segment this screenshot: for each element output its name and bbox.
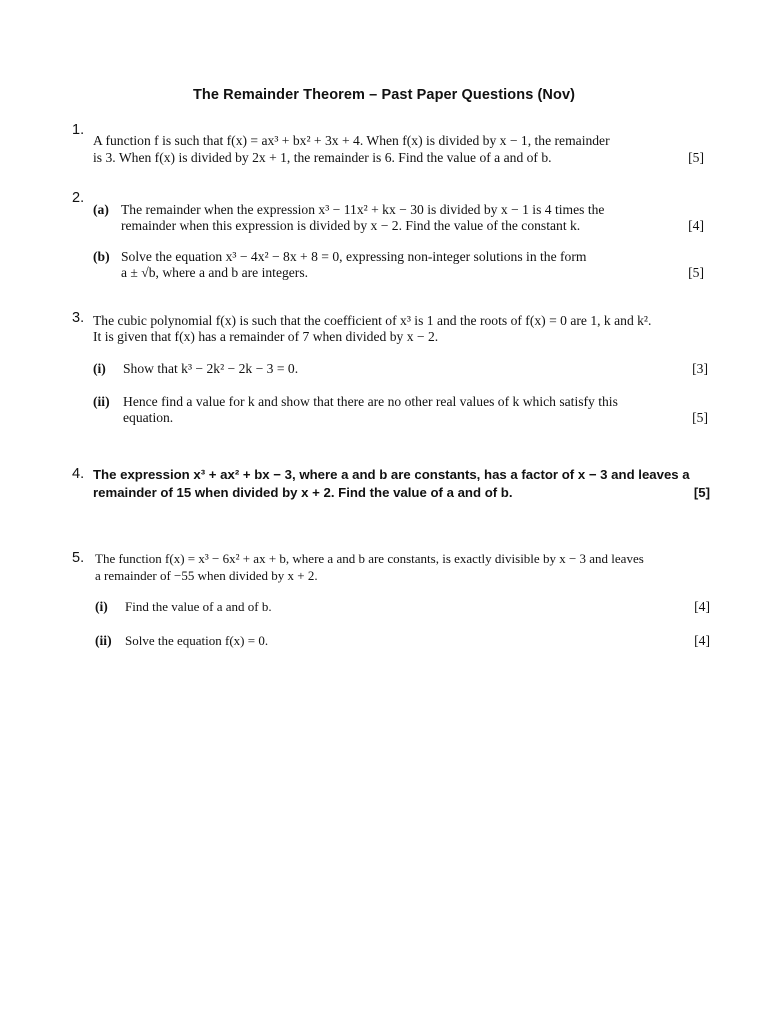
marks-label: [5] [688, 265, 704, 280]
question-text-line: The function f(x) = x³ − 6x² + ax + b, where a and b are constants, is exactly divisible by x − 3 and leaves [95, 551, 644, 566]
marks-label: [5] [692, 410, 708, 425]
marks-label: [4] [694, 633, 710, 648]
page-title: The Remainder Theorem – Past Paper Questions (Nov) [192, 87, 576, 103]
question-number: 2. [72, 190, 85, 206]
question-text-line: Solve the equation x³ − 4x² − 8x + 8 = 0, expressing non-integer solutions in the form [121, 249, 587, 264]
question-text-line: A function f is such that f(x) = ax³ + bx² + 3x + 4. When f(x) is divided by x − 1, the remainder [93, 133, 610, 148]
question-text-line: The expression x³ + ax² + bx − 3, where a and b are constants, has a factor of x − 3 and leaves a [93, 467, 690, 482]
question-text-line: Show that k³ − 2k² − 2k − 3 = 0. [123, 361, 299, 376]
question-text-line: The cubic polynomial f(x) is such that the coefficient of x³ is 1 and the roots of f(x) = 0 are 1, k and k². [93, 313, 652, 328]
marks-label: [4] [688, 218, 704, 233]
question-text-line: equation. [123, 410, 174, 425]
marks-label: [4] [694, 599, 710, 614]
part-label: (b) [93, 249, 110, 264]
part-label: (ii) [95, 633, 112, 648]
question-text-line: Hence find a value for k and show that there are no other real values of k which satisfy this [123, 394, 618, 409]
part-label: (i) [95, 599, 108, 614]
part-label: (a) [93, 202, 109, 217]
question-text-line: Solve the equation f(x) = 0. [125, 633, 269, 648]
question-text-line: remainder when this expression is divided by x − 2. Find the value of the constant k. [121, 218, 581, 233]
part-label: (i) [93, 361, 106, 376]
question-number: 1. [72, 122, 85, 138]
question-text-line: The remainder when the expression x³ − 11x² + kx − 30 is divided by x − 1 is 4 times the [121, 202, 605, 217]
question-text-line: It is given that f(x) has a remainder of 7 when divided by x − 2. [93, 329, 439, 344]
marks-label: [5] [688, 150, 704, 165]
question-text-line: a ± √b, where a and b are integers. [121, 265, 309, 280]
part-label: (ii) [93, 394, 110, 409]
question-text-line: is 3. When f(x) is divided by 2x + 1, the remainder is 6. Find the value of a and of b. [93, 150, 552, 165]
question-text-line: remainder of 15 when divided by x + 2. Find the value of a and of b. [93, 485, 513, 500]
marks-label: [3] [692, 361, 708, 376]
question-text-line: Find the value of a and of b. [125, 599, 272, 614]
question-number: 4. [72, 466, 85, 482]
marks-label: [5] [693, 485, 710, 500]
question-number: 5. [72, 550, 85, 566]
question-text-line: a remainder of −55 when divided by x + 2. [95, 568, 318, 583]
question-number: 3. [72, 310, 85, 326]
